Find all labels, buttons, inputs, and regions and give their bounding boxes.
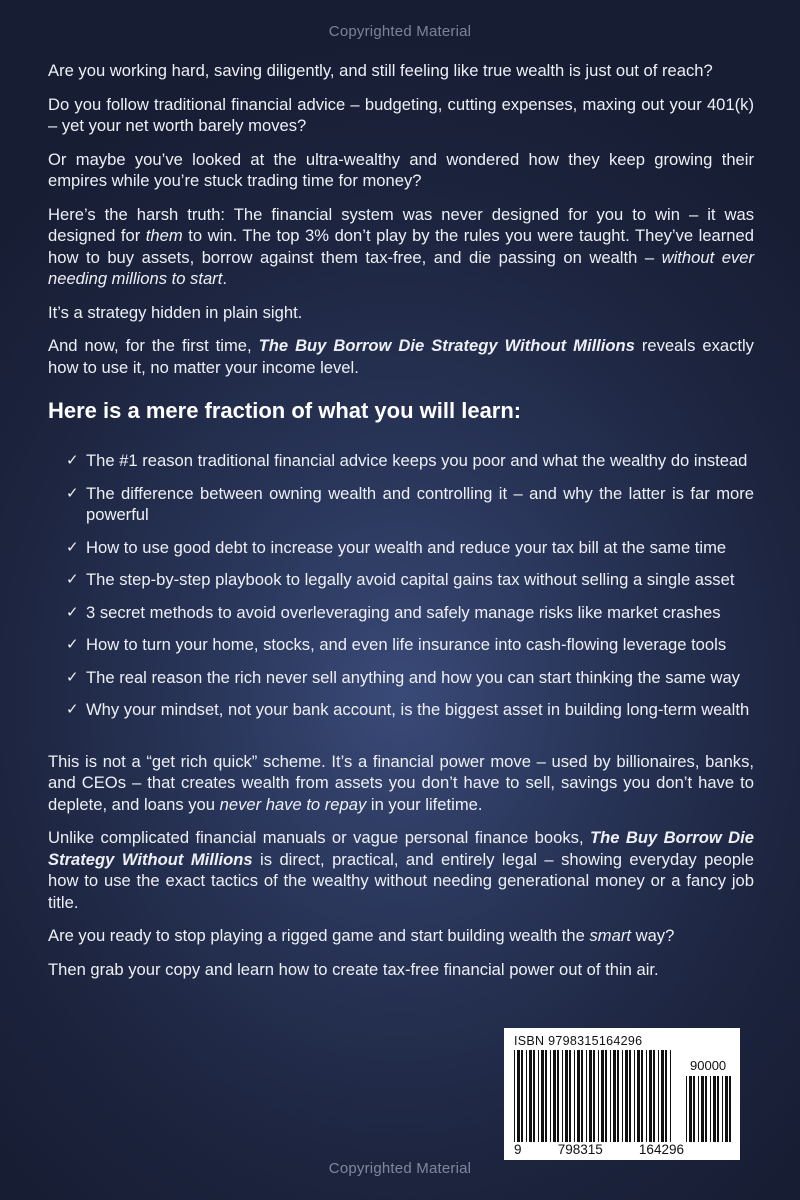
learn-heading: Here is a mere fraction of what you will learn: bbox=[48, 398, 522, 423]
learn-list bbox=[48, 450, 754, 721]
isbn-label: ISBN 9798315164296 bbox=[514, 1034, 643, 1048]
reveal-paragraph: And now, for the first time, The Buy Borrow Die Strategy Without Millions reveals exactly how to use it, no matter your income level. bbox=[48, 336, 754, 377]
checkmark-icon: ✓ bbox=[66, 668, 79, 686]
book-title: The Buy Borrow Die Strategy Without Millions bbox=[48, 828, 754, 869]
barcode-digit-group-1: 798315 bbox=[557, 1142, 603, 1157]
barcode-digit-first: 9 bbox=[514, 1142, 522, 1157]
watermark-bottom: Copyrighted Material bbox=[328, 1160, 472, 1177]
truth-paragraph: Here’s the harsh truth: The financial system was never designed for you to win – it was designed for them to win. The top 3% don’t play by the rules you were taught. They’ve learned how to buy assets, borrow against them tax-free, and die passing on wealth – without ever needing millions to start. bbox=[48, 204, 755, 288]
watermark-top: Copyrighted Material bbox=[328, 23, 472, 40]
list-item: ✓ The difference between owning wealth and controlling it – and why the latter is far more powerful bbox=[66, 483, 754, 524]
back-cover-text bbox=[48, 60, 754, 992]
emphasis-never-repay: never have to repay bbox=[219, 794, 367, 814]
isbn-barcode bbox=[504, 1028, 740, 1160]
list-item: ✓ The real reason the rich never sell anything and how you can start thinking the same way bbox=[66, 667, 740, 687]
barcode-digit-group-2: 164296 bbox=[638, 1142, 684, 1157]
barcode-addon-bars-icon bbox=[686, 1076, 732, 1142]
checkmark-icon: ✓ bbox=[66, 603, 79, 621]
checkmark-icon: ✓ bbox=[66, 452, 79, 469]
emphasis-them: them bbox=[145, 226, 183, 245]
price-code: 90000 bbox=[690, 1058, 727, 1073]
checkmark-icon: ✓ bbox=[66, 484, 79, 502]
checkmark-icon: ✓ bbox=[66, 636, 79, 653]
ready-paragraph: Are you ready to stop playing a rigged game and start building wealth the smart way? bbox=[48, 926, 675, 945]
checkmark-icon: ✓ bbox=[66, 538, 79, 556]
list-item: ✓ Why your mindset, not your bank account, is the biggest asset in building long-term wealth bbox=[66, 700, 750, 719]
list-item: ✓ How to turn your home, stocks, and even life insurance into cash-flowing leverage tools bbox=[66, 635, 727, 654]
list-item: ✓ The step-by-step playbook to legally avoid capital gains tax without selling a single asset bbox=[66, 570, 735, 589]
emphasis-without-millions: without ever needing millions to start bbox=[48, 247, 755, 288]
list-item: ✓ How to use good debt to increase your wealth and reduce your tax bill at the same time bbox=[66, 537, 727, 557]
emphasis-smart: smart bbox=[589, 926, 631, 945]
hidden-paragraph: It’s a strategy hidden in plain sight. bbox=[48, 302, 303, 322]
intro-paragraph-3: Or maybe you’ve looked at the ultra-wealthy and wondered how they keep growing their empires while you’re stuck trading time for money? bbox=[48, 149, 754, 190]
checkmark-icon: ✓ bbox=[66, 701, 79, 718]
grab-paragraph: Then grab your copy and learn how to create tax-free financial power out of thin air. bbox=[48, 959, 659, 979]
intro-paragraph-2: Do you follow traditional financial advice – budgeting, cutting expenses, maxing out your 401(k) – yet your net worth barely moves? bbox=[48, 94, 754, 135]
book-title: The Buy Borrow Die Strategy Without Millions bbox=[258, 336, 635, 355]
checkmark-icon: ✓ bbox=[66, 571, 79, 588]
intro-paragraph-1: Are you working hard, saving diligently, and still feeling like true wealth is just out of reach? bbox=[48, 61, 713, 80]
unlike-paragraph: Unlike complicated financial manuals or vague personal finance books, The Buy Borrow Die Strategy Without Millions is direct, practical, and entirely legal – showing everyday people how to use the exact tactics of the wealthy without needing generational money or a fancy job title. bbox=[48, 828, 754, 912]
barcode-digits bbox=[514, 1142, 684, 1157]
scheme-paragraph: This is not a “get rich quick” scheme. It’s a financial power move – used by billionaires, banks, and CEOs – that creates wealth from assets you don’t have to sell, savings you don’t have to deplete, and loans you never have to repay in your lifetime. bbox=[48, 751, 754, 814]
list-item: ✓ 3 secret methods to avoid overleveraging and safely manage risks like market crashes bbox=[66, 602, 721, 622]
barcode-bars-icon bbox=[514, 1050, 674, 1142]
list-item: ✓ The #1 reason traditional financial advice keeps you poor and what the wealthy do instead bbox=[66, 451, 748, 470]
